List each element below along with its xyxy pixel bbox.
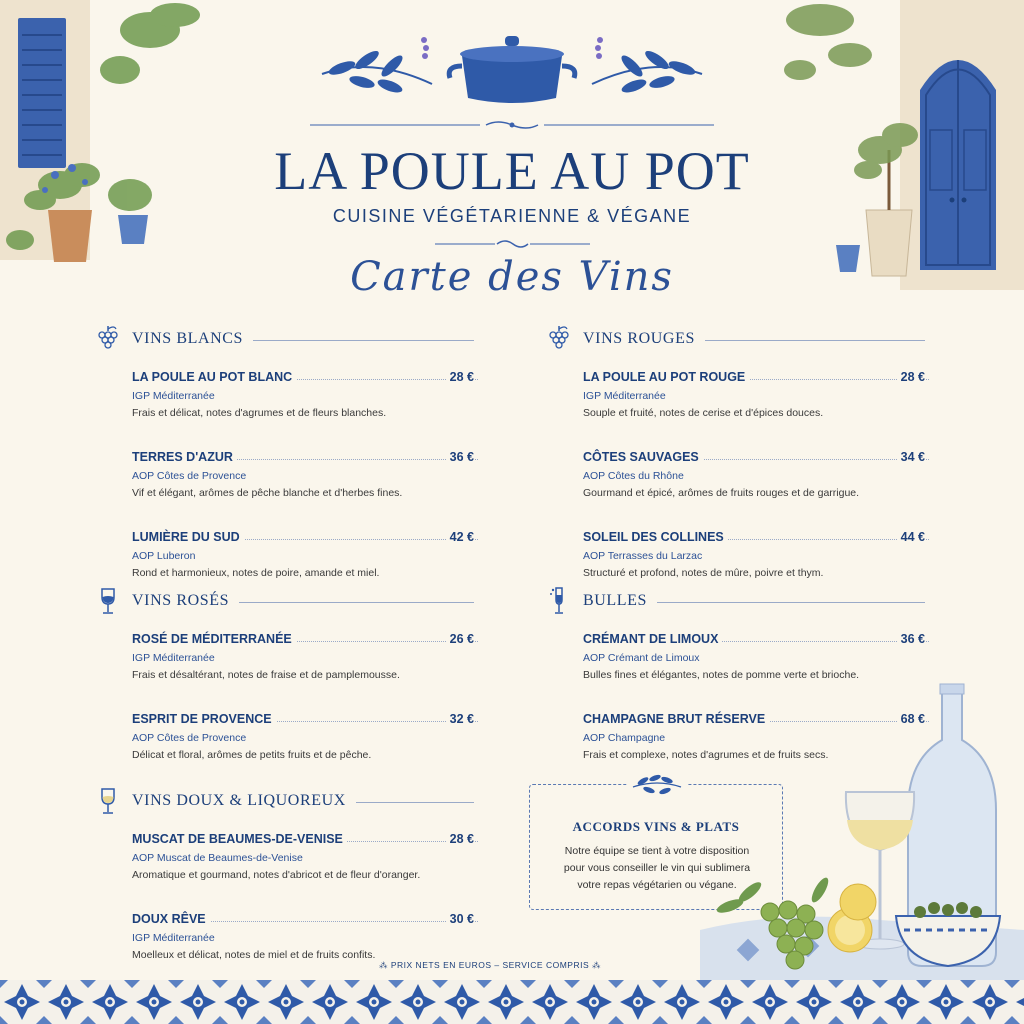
wine-name: LA POULE AU POT ROUGE: [583, 370, 749, 384]
wine-price: 30 €: [446, 912, 474, 926]
wine-glass-icon: [96, 586, 120, 616]
wine-price: 68 €: [897, 712, 925, 726]
azulejo-tile-border: [0, 980, 1024, 1024]
wine-price: 44 €: [897, 530, 925, 544]
wine-description: Aromatique et gourmand, notes d'abricot et de fleur d'oranger.: [132, 869, 421, 881]
ornament-divider: [310, 120, 714, 130]
wine-description: Bulles fines et élégantes, notes de pomme verte et brioche.: [583, 669, 860, 681]
wine-price: 26 €: [446, 632, 474, 646]
wine-description: Gourmand et épicé, arômes de fruits rouges et de garrigue.: [583, 487, 860, 499]
wine-description: Moelleux et délicat, notes de miel et de fruits confits.: [132, 949, 376, 961]
olive-sprig-icon: ⁂: [378, 960, 391, 970]
wine-appellation: IGP Méditerranée: [132, 390, 215, 402]
wine-list-heading: Carte des Vins: [350, 254, 674, 300]
wine-price: 28 €: [446, 832, 474, 846]
wine-description: Frais et désaltérant, notes de fraise et de pamplemousse.: [132, 669, 400, 681]
wine-description: Frais et délicat, notes d'agrumes et de fleurs blanches.: [132, 407, 387, 419]
wine-name: LUMIÈRE DU SUD: [132, 530, 244, 544]
wine-price: 36 €: [897, 632, 925, 646]
wine-appellation: IGP Méditerranée: [583, 390, 666, 402]
section-title: VINS ROSÉS: [132, 592, 239, 610]
wine-appellation: IGP Méditerranée: [132, 932, 215, 944]
wine-price: 34 €: [897, 450, 925, 464]
wine-name: ESPRIT DE PROVENCE: [132, 712, 276, 726]
section-vins-roses: [132, 592, 512, 782]
restaurant-title: LA POULE AU POT: [274, 141, 750, 201]
wine-description: Frais et complexe, notes d'agrumes et de fruits secs.: [583, 749, 829, 761]
pairing-line: pour vous conseiller le vin qui sublimera: [563, 862, 751, 874]
grapes-icon: [96, 324, 120, 354]
wine-item: [132, 632, 512, 702]
pairing-title: ACCORDS VINS & PLATS: [572, 819, 740, 834]
pairing-line: votre repas végétarien ou végane.: [577, 879, 737, 891]
wine-appellation: IGP Méditerranée: [132, 652, 215, 664]
wine-name: SOLEIL DES COLLINES: [583, 530, 728, 544]
olive-sprig-icon: ⁂: [589, 960, 602, 970]
wine-price: 36 €: [446, 450, 474, 464]
footer-note-text: PRIX NETS EN EUROS – SERVICE COMPRIS: [390, 960, 590, 970]
wine-name: MUSCAT DE BEAUMES-DE-VENISE: [132, 832, 347, 846]
olive-branch-icon: [627, 771, 687, 799]
wine-appellation: AOP Côtes du Rhône: [583, 470, 684, 482]
wine-description: Délicat et floral, arômes de petits fruits et de pêche.: [132, 749, 372, 761]
pairing-line: Notre équipe se tient à votre disposition: [564, 845, 750, 857]
wine-item: [132, 370, 512, 440]
wine-name: TERRES D'AZUR: [132, 450, 237, 464]
wine-appellation: AOP Côtes de Provence: [132, 732, 247, 744]
cooking-pot-crest-icon: [312, 26, 712, 106]
grapes-icon: [547, 324, 571, 354]
wine-name: CRÉMANT DE LIMOUX: [583, 632, 722, 646]
wine-appellation: AOP Muscat de Beaumes-de-Venise: [132, 852, 303, 864]
wine-name: CHAMPAGNE BRUT RÉSERVE: [583, 712, 769, 726]
wine-name: DOUX RÊVE: [132, 912, 210, 926]
wine-glass-icon: [96, 786, 120, 816]
wine-price: 28 €: [897, 370, 925, 384]
section-vins-rouges: [583, 330, 963, 600]
wine-name: CÔTES SAUVAGES: [583, 450, 703, 464]
wine-description: Vif et élégant, arômes de pêche blanche et d'herbes fines.: [132, 487, 403, 499]
wine-description: Rond et harmonieux, notes de poire, amande et miel.: [132, 567, 380, 579]
champagne-flute-icon: [547, 586, 571, 616]
wine-description: Structuré et profond, notes de mûre, poivre et thym.: [583, 567, 824, 579]
wine-price: 28 €: [446, 370, 474, 384]
wine-appellation: AOP Champagne: [583, 732, 666, 744]
wine-item: [132, 712, 512, 782]
wine-name: ROSÉ DE MÉDITERRANÉE: [132, 632, 296, 646]
wine-item: [583, 370, 963, 440]
section-vins-doux: [132, 792, 512, 982]
section-title: VINS BLANCS: [132, 330, 253, 348]
price-footer-note: [0, 960, 980, 971]
wine-item: [583, 530, 963, 600]
section-title: VINS DOUX & LIQUOREUX: [132, 792, 356, 810]
wine-appellation: AOP Crémant de Limoux: [583, 652, 700, 664]
section-title: BULLES: [583, 592, 657, 610]
wine-item: [132, 450, 512, 520]
wine-name: LA POULE AU POT BLANC: [132, 370, 296, 384]
wine-price: 32 €: [446, 712, 474, 726]
section-title: VINS ROUGES: [583, 330, 705, 348]
wine-item: [132, 530, 512, 600]
wine-item: [583, 450, 963, 520]
section-vins-blancs: [132, 330, 512, 600]
restaurant-subtitle: CUISINE VÉGÉTARIENNE & VÉGANE: [332, 206, 692, 226]
wine-item: [132, 832, 512, 902]
ornament-divider-small: [435, 238, 590, 250]
wine-item: [132, 912, 512, 982]
wine-price: 42 €: [446, 530, 474, 544]
wine-appellation: AOP Côtes de Provence: [132, 470, 247, 482]
wine-description: Souple et fruité, notes de cerise et d'épices douces.: [583, 407, 824, 419]
wine-appellation: AOP Luberon: [132, 550, 196, 562]
wine-appellation: AOP Terrasses du Larzac: [583, 550, 703, 562]
